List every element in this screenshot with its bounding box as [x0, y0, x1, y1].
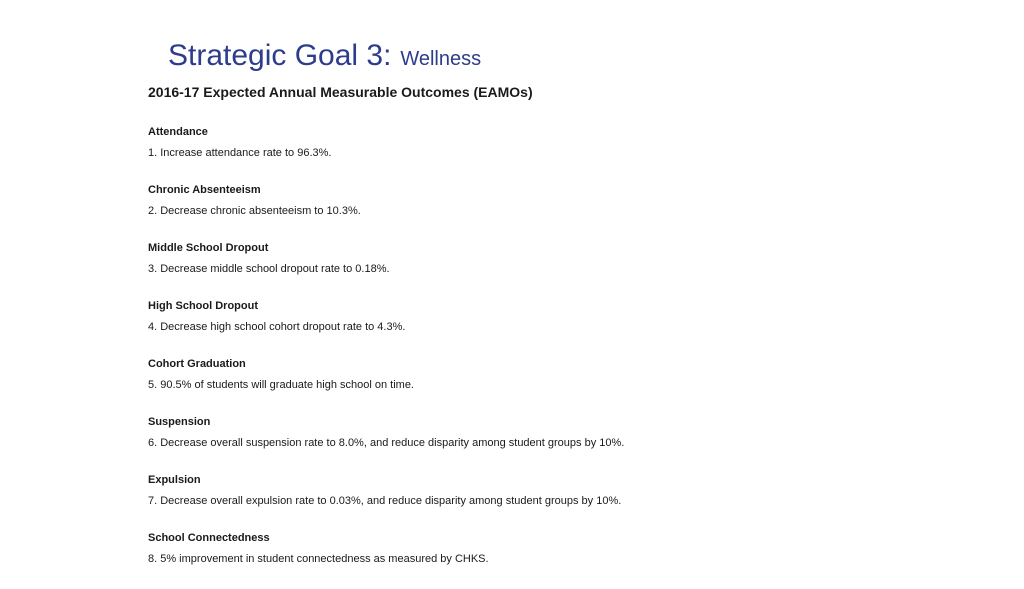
outcome-text: 4. Decrease high school cohort dropout rate to 4.3%. [148, 321, 406, 333]
outcome-heading: School Connectedness [148, 532, 270, 544]
outcome-school-connectedness [148, 531, 624, 589]
outcome-text: 2. Decrease chronic absenteeism to 10.3%. [148, 205, 361, 217]
outcome-suspension [148, 415, 624, 473]
outcome-text: 6. Decrease overall suspension rate to 8.0%, and reduce disparity among student groups by 10%. [148, 437, 625, 449]
outcome-heading: Middle School Dropout [148, 242, 269, 254]
outcome-heading: High School Dropout [148, 300, 258, 312]
outcome-text: 5. 90.5% of students will graduate high school on time. [148, 379, 414, 391]
outcome-text: 3. Decrease middle school dropout rate to 0.18%. [148, 263, 390, 275]
title-main: Strategic Goal 3: [168, 39, 392, 72]
outcome-cohort-graduation [148, 357, 624, 415]
title-sub: Wellness [400, 48, 482, 70]
outcome-heading: Expulsion [148, 474, 201, 486]
page-subtitle: 2016-17 Expected Annual Measurable Outcomes (EAMOs) [148, 84, 533, 100]
page-title [168, 38, 481, 71]
outcome-text: 7. Decrease overall expulsion rate to 0.03%, and reduce disparity among student groups by 10%. [148, 495, 622, 507]
outcomes-list [148, 125, 624, 589]
outcome-text: 1. Increase attendance rate to 96.3%. [148, 147, 332, 159]
outcome-expulsion [148, 473, 624, 531]
outcome-attendance [148, 125, 624, 183]
outcome-heading: Suspension [148, 416, 211, 428]
outcome-heading: Attendance [148, 126, 208, 138]
outcome-high-school-dropout [148, 299, 624, 357]
outcome-text: 8. 5% improvement in student connectedness as measured by CHKS. [148, 553, 489, 565]
outcome-heading: Cohort Graduation [148, 358, 246, 370]
outcome-heading: Chronic Absenteeism [148, 184, 261, 196]
outcome-middle-school-dropout [148, 241, 624, 299]
outcome-chronic-absenteeism [148, 183, 624, 241]
